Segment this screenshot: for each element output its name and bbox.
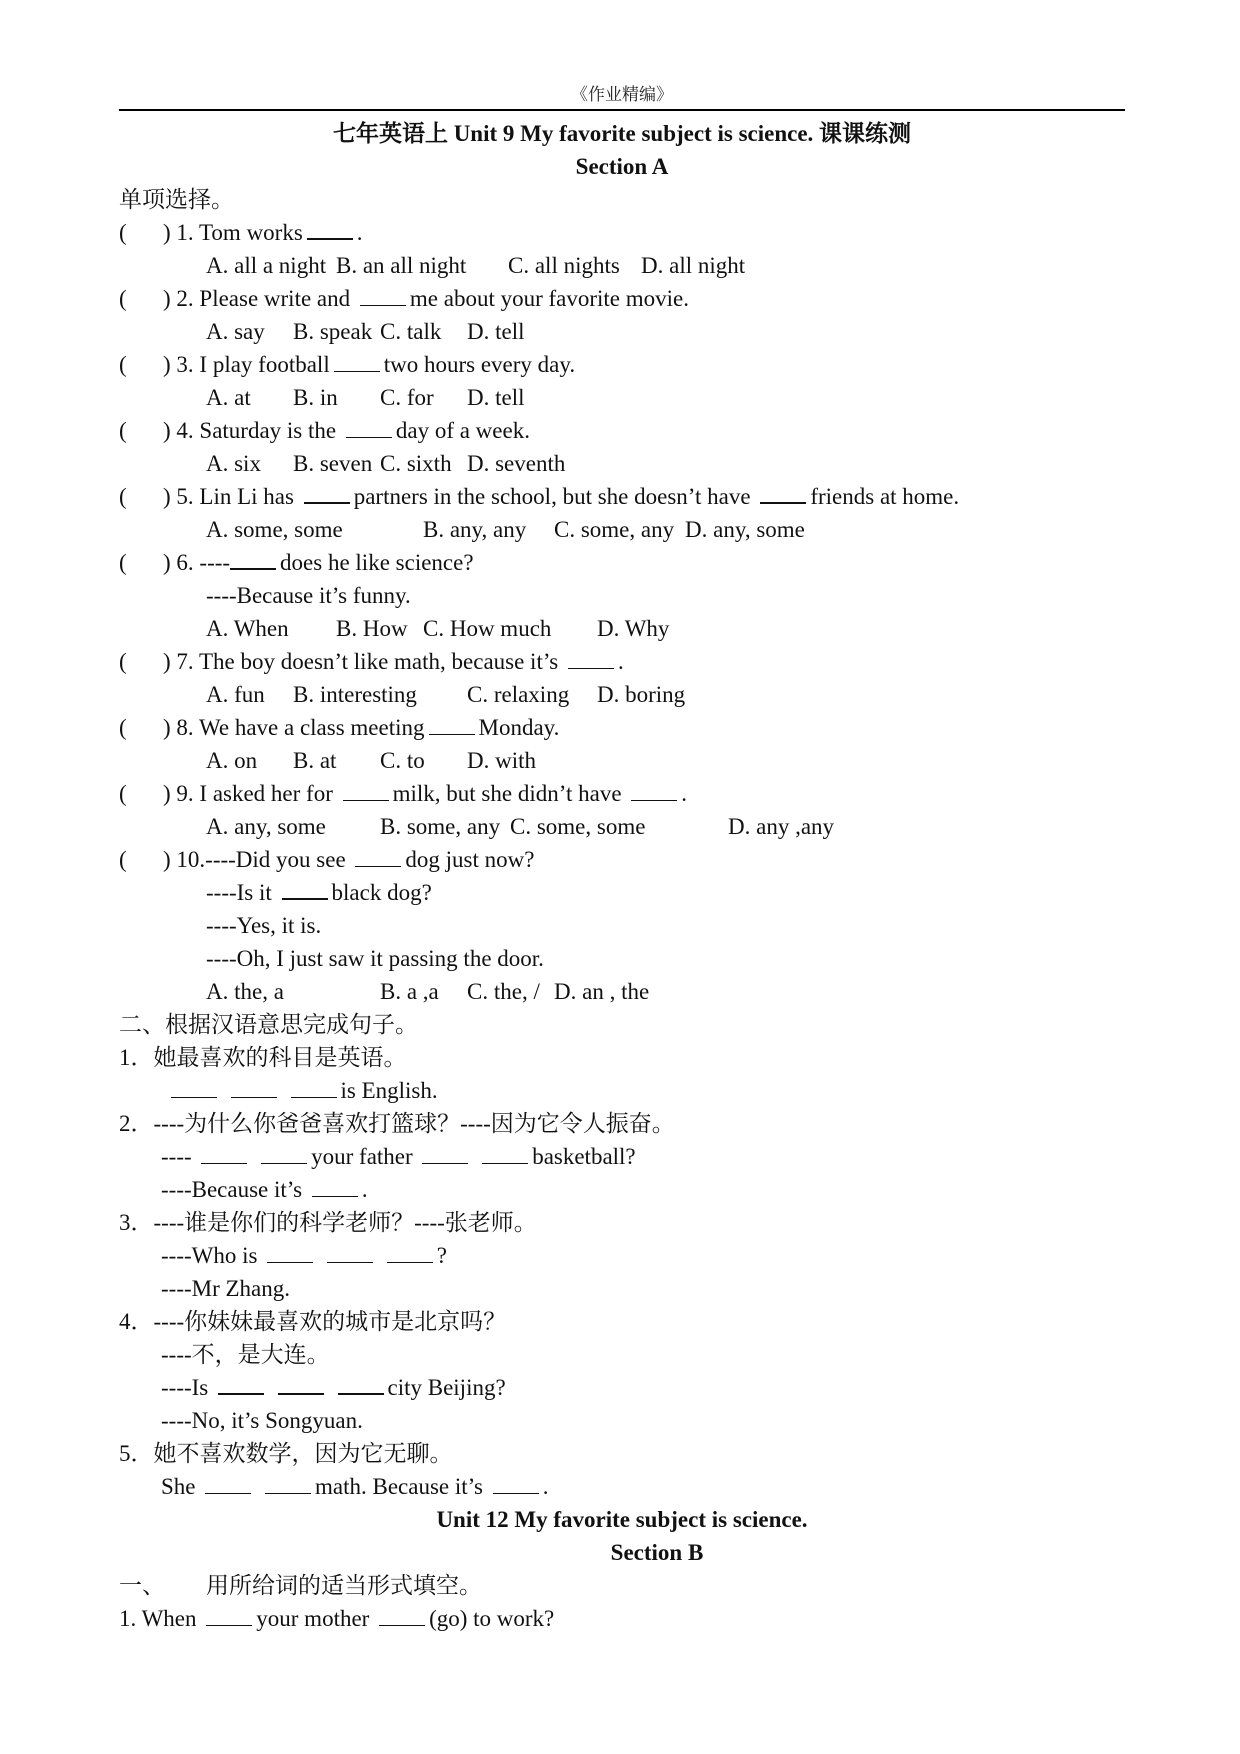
part2-q5-english bbox=[119, 1470, 1125, 1503]
part1-heading: 单项选择。 bbox=[119, 187, 234, 212]
part2-q1-english bbox=[119, 1074, 1125, 1107]
question-text: . bbox=[356, 220, 363, 245]
option-d: D. seventh bbox=[467, 451, 566, 476]
option-c: C. How much bbox=[423, 616, 552, 641]
option-b: B. some, any bbox=[380, 814, 501, 839]
question-text: ) 7. The boy doesn’t like math, because it’s bbox=[163, 649, 559, 674]
question-2 bbox=[119, 282, 1125, 315]
worksheet-page bbox=[119, 84, 1125, 1635]
question-6-response: ----Because it’s funny. bbox=[206, 583, 411, 608]
question-text: . bbox=[681, 781, 688, 806]
part3-heading bbox=[119, 1569, 1125, 1602]
heading-text: 用所给词的适当形式填空。 bbox=[206, 1573, 482, 1598]
answer-blank[interactable] bbox=[231, 1077, 277, 1098]
part2-q4-english bbox=[119, 1371, 1125, 1404]
part2-q3-chinese: 3．----谁是你们的科学老师？----张老师。 bbox=[119, 1210, 537, 1235]
answer-blank[interactable] bbox=[265, 1473, 311, 1494]
option-b: B. in bbox=[293, 385, 338, 410]
question-stem bbox=[163, 480, 959, 513]
question-text: ) 8. We have a class meeting bbox=[163, 715, 425, 740]
question-text: ) 5. Lin Li has bbox=[163, 484, 294, 509]
sentence-text: . bbox=[361, 1177, 368, 1202]
section-a-heading: Section A bbox=[575, 154, 669, 179]
answer-blank[interactable] bbox=[338, 1373, 384, 1395]
part2-q3-english bbox=[119, 1239, 1125, 1272]
question-stem bbox=[163, 282, 689, 315]
answer-paren: ( bbox=[119, 781, 127, 806]
section-b-heading: Section B bbox=[610, 1540, 704, 1565]
answer-paren: ( bbox=[119, 484, 127, 509]
answer-paren: ( bbox=[119, 352, 127, 377]
option-c: C. to bbox=[380, 748, 425, 773]
sentence-text: (go) to work? bbox=[429, 1606, 555, 1631]
option-d: D. all night bbox=[641, 253, 746, 278]
question-stem bbox=[163, 546, 474, 579]
question-text: does he like science? bbox=[280, 550, 474, 575]
question-text: milk, but she didn’t have bbox=[392, 781, 622, 806]
option-c: C. relaxing bbox=[467, 682, 570, 707]
question-10-dialogue-3: ----Oh, I just saw it passing the door. bbox=[206, 946, 544, 971]
question-10-dialogue-1 bbox=[119, 876, 1125, 909]
option-b: B. at bbox=[293, 748, 337, 773]
question-text: ) 1. Tom works bbox=[163, 220, 303, 245]
option-d: D. tell bbox=[467, 319, 525, 344]
question-text: dog just now? bbox=[405, 847, 535, 872]
dialogue-text: black dog? bbox=[331, 880, 432, 905]
option-d: D. tell bbox=[467, 385, 525, 410]
question-1-options bbox=[119, 249, 1125, 282]
sentence-text: your father bbox=[311, 1144, 413, 1169]
question-stem bbox=[163, 843, 534, 876]
question-text: ) 9. I asked her for bbox=[163, 781, 333, 806]
sentence-text: is English. bbox=[340, 1078, 438, 1103]
header-rule bbox=[119, 109, 1125, 111]
option-b: B. any, any bbox=[423, 517, 527, 542]
answer-blank[interactable] bbox=[429, 714, 475, 735]
option-b: B. a ,a bbox=[380, 979, 439, 1004]
answer-blank[interactable] bbox=[205, 1473, 251, 1494]
answer-blank[interactable] bbox=[760, 482, 806, 504]
question-stem bbox=[163, 711, 559, 744]
sentence-text: . bbox=[542, 1474, 549, 1499]
answer-paren: ( bbox=[119, 847, 127, 872]
unit12-title: Unit 12 My favorite subject is science. bbox=[436, 1507, 808, 1532]
question-4 bbox=[119, 414, 1125, 447]
question-stem bbox=[163, 414, 530, 447]
answer-blank[interactable] bbox=[334, 351, 380, 372]
option-d: D. an , the bbox=[554, 979, 650, 1004]
part2-heading: 二、根据汉语意思完成句子。 bbox=[119, 1012, 418, 1037]
option-a: A. six bbox=[206, 451, 261, 476]
question-text: ) 10.----Did you see bbox=[163, 847, 346, 872]
question-text: ) 4. Saturday is the bbox=[163, 418, 337, 443]
dialogue-text: ----Is it bbox=[206, 880, 272, 905]
question-text: ) 2. Please write and bbox=[163, 286, 351, 311]
part2-q4-chinese: 4．----你妹妹最喜欢的城市是北京吗？ bbox=[119, 1309, 507, 1334]
sentence-text: ? bbox=[436, 1243, 447, 1268]
answer-blank[interactable] bbox=[304, 482, 350, 504]
answer-blank[interactable] bbox=[278, 1373, 324, 1395]
sentence-text: ----Because it’s bbox=[161, 1177, 303, 1202]
sentence-text: ----Who is bbox=[161, 1243, 258, 1268]
part2-q5-chinese: 5．她不喜欢数学，因为它无聊。 bbox=[119, 1441, 453, 1466]
sentence-text: basketball? bbox=[532, 1144, 636, 1169]
question-text: two hours every day. bbox=[383, 352, 576, 377]
answer-blank[interactable] bbox=[282, 878, 328, 900]
sentence-text: math. Because it’s bbox=[315, 1474, 483, 1499]
option-d: D. with bbox=[467, 748, 536, 773]
sentence-text: ---- bbox=[161, 1144, 192, 1169]
answer-blank[interactable] bbox=[206, 1605, 252, 1626]
option-a: A. all a night bbox=[206, 253, 327, 278]
option-d: D. Why bbox=[597, 616, 670, 641]
part2-q4-chinese-2: ----不，是大连。 bbox=[161, 1342, 330, 1367]
question-text: ) 6. ---- bbox=[163, 550, 231, 575]
question-4-options bbox=[119, 447, 1125, 480]
answer-paren: ( bbox=[119, 550, 127, 575]
answer-blank[interactable] bbox=[568, 648, 614, 669]
option-b: B. an all night bbox=[336, 253, 467, 278]
answer-blank[interactable] bbox=[291, 1077, 337, 1098]
question-5-options bbox=[119, 513, 1125, 546]
option-a: A. say bbox=[206, 319, 265, 344]
question-10-options bbox=[119, 975, 1125, 1008]
sentence-text: She bbox=[161, 1474, 196, 1499]
part3-q1 bbox=[119, 1602, 1125, 1635]
answer-paren: ( bbox=[119, 220, 127, 245]
heading-number: 一、 bbox=[119, 1573, 165, 1598]
worksheet-title: 七年英语上 Unit 9 My favorite subject is science. 课课练测 bbox=[332, 121, 912, 146]
question-6 bbox=[119, 546, 1125, 579]
option-a: A. fun bbox=[206, 682, 265, 707]
answer-paren: ( bbox=[119, 649, 127, 674]
question-6-options bbox=[119, 612, 1125, 645]
answer-blank[interactable] bbox=[218, 1373, 264, 1395]
question-8-options bbox=[119, 744, 1125, 777]
option-a: A. on bbox=[206, 748, 258, 773]
question-10 bbox=[119, 843, 1125, 876]
part2-q1-chinese: 1．她最喜欢的科目是英语。 bbox=[119, 1045, 407, 1070]
page-header: 《作业精编》 bbox=[571, 85, 673, 104]
answer-blank[interactable] bbox=[327, 1242, 373, 1263]
part2-q2-english bbox=[119, 1140, 1125, 1173]
option-b: B. speak bbox=[293, 319, 373, 344]
question-2-options bbox=[119, 315, 1125, 348]
option-d: D. boring bbox=[597, 682, 686, 707]
answer-blank[interactable] bbox=[631, 780, 677, 801]
option-c: C. for bbox=[380, 385, 434, 410]
answer-blank[interactable] bbox=[312, 1176, 358, 1197]
answer-blank[interactable] bbox=[230, 548, 276, 570]
question-9 bbox=[119, 777, 1125, 810]
sentence-text: 1. When bbox=[119, 1606, 197, 1631]
question-7-options bbox=[119, 678, 1125, 711]
option-c: C. sixth bbox=[380, 451, 452, 476]
answer-paren: ( bbox=[119, 286, 127, 311]
option-a: A. any, some bbox=[206, 814, 326, 839]
option-c: C. talk bbox=[380, 319, 442, 344]
question-text: day of a week. bbox=[395, 418, 530, 443]
part2-q3-english-2: ----Mr Zhang. bbox=[161, 1276, 291, 1301]
answer-blank[interactable] bbox=[355, 846, 401, 867]
option-c: C. some, some bbox=[510, 814, 646, 839]
question-stem bbox=[163, 777, 687, 810]
option-c: C. all nights bbox=[508, 253, 620, 278]
option-c: C. the, / bbox=[467, 979, 540, 1004]
question-7 bbox=[119, 645, 1125, 678]
option-d: D. any, some bbox=[685, 517, 805, 542]
question-text: partners in the school, but she doesn’t have bbox=[353, 484, 751, 509]
option-b: B. seven bbox=[293, 451, 373, 476]
option-a: A. When bbox=[206, 616, 289, 641]
question-1 bbox=[119, 216, 1125, 249]
sentence-text: city Beijing? bbox=[387, 1375, 506, 1400]
question-text: Monday. bbox=[478, 715, 560, 740]
answer-blank[interactable] bbox=[482, 1143, 528, 1164]
part2-q4-english-2: ----No, it’s Songyuan. bbox=[161, 1408, 363, 1433]
question-8 bbox=[119, 711, 1125, 744]
sentence-text: ----Is bbox=[161, 1375, 209, 1400]
question-stem bbox=[163, 348, 575, 381]
question-stem bbox=[163, 645, 624, 678]
option-a: A. the, a bbox=[206, 979, 284, 1004]
answer-blank[interactable] bbox=[267, 1242, 313, 1263]
question-3 bbox=[119, 348, 1125, 381]
question-text: ) 3. I play football bbox=[163, 352, 330, 377]
answer-blank[interactable] bbox=[171, 1077, 217, 1098]
question-stem bbox=[163, 216, 363, 249]
answer-blank[interactable] bbox=[379, 1605, 425, 1626]
option-c: C. some, any bbox=[554, 517, 675, 542]
answer-paren: ( bbox=[119, 715, 127, 740]
option-a: A. at bbox=[206, 385, 251, 410]
option-b: B. interesting bbox=[293, 682, 417, 707]
answer-blank[interactable] bbox=[261, 1143, 307, 1164]
question-5 bbox=[119, 480, 1125, 513]
answer-blank[interactable] bbox=[307, 218, 353, 240]
question-3-options bbox=[119, 381, 1125, 414]
part2-q2-english-2 bbox=[119, 1173, 1125, 1206]
answer-blank[interactable] bbox=[493, 1473, 539, 1494]
question-10-dialogue-2: ----Yes, it is. bbox=[206, 913, 322, 938]
answer-blank[interactable] bbox=[346, 417, 392, 438]
question-text: me about your favorite movie. bbox=[409, 286, 690, 311]
sentence-text: your mother bbox=[256, 1606, 370, 1631]
option-a: A. some, some bbox=[206, 517, 343, 542]
option-b: B. How bbox=[336, 616, 408, 641]
answer-blank[interactable] bbox=[360, 285, 406, 306]
option-d: D. any ,any bbox=[728, 814, 835, 839]
part2-q2-chinese: 2．----为什么你爸爸喜欢打篮球？----因为它令人振奋。 bbox=[119, 1111, 675, 1136]
answer-blank[interactable] bbox=[422, 1143, 468, 1164]
question-9-options bbox=[119, 810, 1125, 843]
question-text: . bbox=[617, 649, 624, 674]
answer-paren: ( bbox=[119, 418, 127, 443]
answer-blank[interactable] bbox=[387, 1242, 433, 1263]
answer-blank[interactable] bbox=[201, 1143, 247, 1164]
question-text: friends at home. bbox=[810, 484, 960, 509]
answer-blank[interactable] bbox=[343, 780, 389, 801]
